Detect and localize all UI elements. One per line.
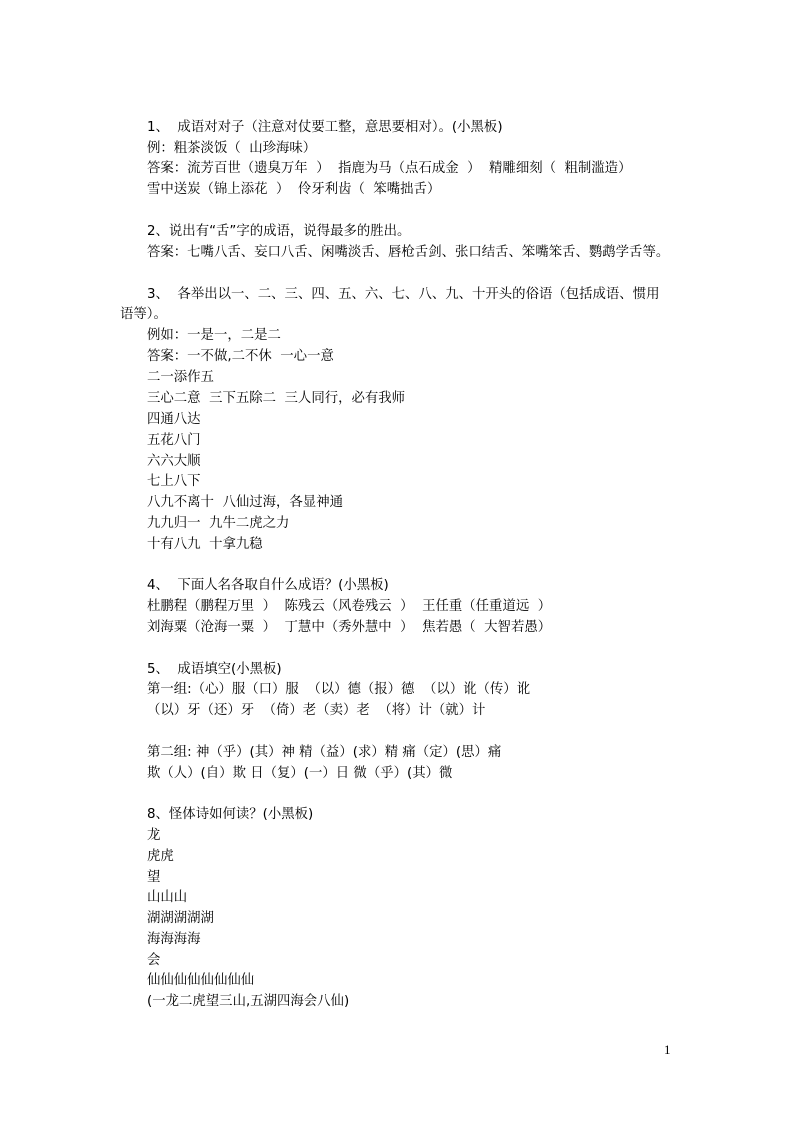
q1-answer-line-1: 答案：流芳百世（遗臭万年 ） 指鹿为马（点石成金 ） 精雕细刻（ 粗制滥造） bbox=[147, 161, 632, 176]
q3-answer-two: 二一添作五 bbox=[147, 370, 214, 385]
poem-line-5: 湖湖湖湖湖 bbox=[147, 911, 214, 926]
q1-heading: 1、 成语对对子（注意对仗要工整，意思要相对）。(小黑板) bbox=[147, 120, 503, 135]
q3-answer-six: 六六大顺 bbox=[147, 454, 201, 469]
q4-answer-line-2: 刘海粟（沧海一粟 ） 丁慧中（秀外慧中 ） 焦若愚（ 大智若愚） bbox=[147, 620, 552, 635]
q3-answer-one: 答案：一不做,二不休 一心一意 bbox=[147, 349, 334, 364]
poem-answer: (一龙二虎望三山,五湖四海会八仙) bbox=[147, 994, 350, 1009]
q3-answer-four: 四通八达 bbox=[147, 412, 201, 427]
q5-group2-line-1: 第二组: 神（乎）(其）神 精（益）(求）精 痛（定）(思）痛 bbox=[147, 745, 502, 760]
poem-line-1: 龙 bbox=[147, 828, 161, 843]
poem-line-8: 仙仙仙仙仙仙仙仙 bbox=[147, 973, 255, 988]
q2-answer: 答案：七嘴八舌、妄口八舌、闲嘴淡舌、唇枪舌剑、张口结舌、笨嘴笨舌、鹦鹉学舌等。 bbox=[147, 245, 670, 260]
q1-answer-line-2: 雪中送炭（锦上添花 ） 伶牙利齿（ 笨嘴拙舌） bbox=[147, 182, 441, 197]
q8-heading: 8、怪体诗如何读？(小黑板) bbox=[147, 807, 314, 822]
q3-answer-seven: 七上八下 bbox=[147, 474, 201, 489]
q5-group1-line-1: 第一组:（心）服（口）服 （以）德（报）德 （以）讹（传）讹 bbox=[147, 682, 531, 697]
q3-answer-nine: 九九归一 九牛二虎之力 bbox=[147, 516, 290, 531]
q5-group1-line-2: （以）牙（还）牙 （倚）老（卖）老 （将）计（就）计 bbox=[147, 703, 486, 718]
q3-heading-continued: 语等）。 bbox=[120, 307, 167, 322]
page-number: 1 bbox=[664, 1042, 671, 1057]
q4-heading: 4、 下面人名各取自什么成语？(小黑板) bbox=[147, 578, 389, 593]
q3-heading: 3、 各举出以一、二、三、四、五、六、七、八、九、十开头的俗语（包括成语、惯用 bbox=[147, 287, 660, 302]
q3-answer-eight: 八九不离十 八仙过海，各显神通 bbox=[147, 495, 343, 510]
poem-line-6: 海海海海 bbox=[147, 932, 201, 947]
q4-answer-line-1: 杜鹏程（鹏程万里 ） 陈残云（风卷残云 ） 王任重（任重道远 ） bbox=[147, 599, 552, 614]
q5-heading: 5、 成语填空(小黑板) bbox=[147, 662, 282, 677]
poem-line-4: 山山山 bbox=[147, 890, 188, 905]
q3-answer-ten: 十有八九 十拿九稳 bbox=[147, 537, 263, 552]
q5-group2-line-2: 欺（人）(自）欺 日（复）(一）日 微（乎）(其）微 bbox=[147, 766, 453, 781]
poem-line-2: 虎虎 bbox=[147, 849, 174, 864]
q3-example: 例如：一是一，二是二 bbox=[147, 328, 281, 343]
q1-example: 例：粗茶淡饭（ 山珍海味） bbox=[147, 141, 317, 156]
poem-line-7: 会 bbox=[147, 953, 161, 968]
q2-heading: 2、说出有“舌”字的成语，说得最多的胜出。 bbox=[147, 224, 411, 239]
q3-answer-three: 三心二意 三下五除二 三人同行，必有我师 bbox=[147, 391, 406, 406]
q3-answer-five: 五花八门 bbox=[147, 433, 201, 448]
poem-line-3: 望 bbox=[147, 870, 161, 885]
